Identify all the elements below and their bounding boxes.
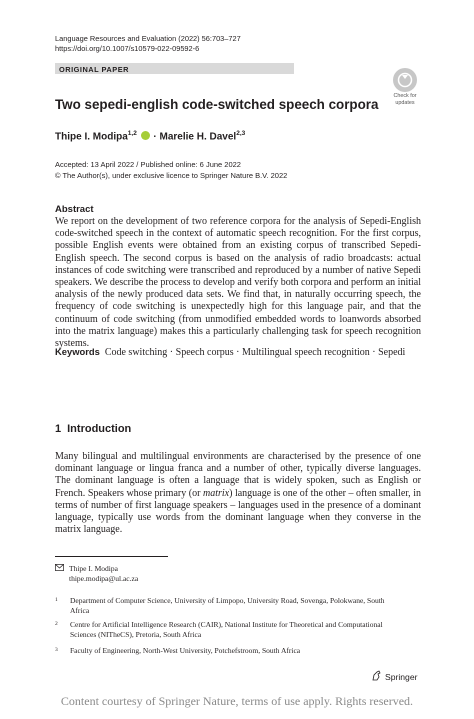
abstract-heading: Abstract — [55, 204, 94, 215]
doi-link[interactable]: https://doi.org/10.1007/s10579-022-09592-6 — [55, 44, 200, 53]
footnote-affiliation — [55, 596, 385, 616]
author-name[interactable]: Marelie H. Davel — [159, 131, 237, 143]
check-for-updates-badge[interactable] — [389, 68, 421, 106]
author-name[interactable]: Thipe I. Modipa — [55, 131, 128, 143]
author-affiliation-marks: 2,3 — [236, 130, 246, 137]
publication-dates — [55, 160, 395, 181]
author-separator: · — [150, 131, 160, 143]
courtesy-watermark: Content courtesy of Springer Nature, terms of use apply. Rights reserved. — [60, 694, 414, 708]
intro-paragraph — [55, 451, 421, 536]
section-heading — [55, 423, 131, 435]
intro-text-start: Many bilingual and multilingual environments are characterised by the presence of one dominant language or lingua franca and a number of other, typically diverse languages. The dominant language is often a language that is widely spoken, such as English or French. Speakers whose primary (or — [55, 451, 421, 499]
contact-name: Thipe I. Modipa — [69, 564, 118, 573]
abstract-text: We report on the development of two reference corpora for the analysis of Sepedi-English code-switched speech in the context of automatic speech recognition. For the first corpus, possible English events were obtained from an existing corpus of transcribed Sepedi-English speech. The second corpus is based on the analysis of radio broadcasts: actual instances of code switching were transcribed and reproduced by a number of native Sepedi speakers. We describe the process to develop and verify both corpora and perform an initial analysis of the newly produced data sets. We find that, in naturally occurring speech, the frequency of code switching is unexpectedly high for this language pair, and that the continuum of code switching (from unmodified embedded words to loanwords absorbed into the matrix language) makes this a particularly challenging task for speech recognition systems. — [55, 216, 421, 350]
footnote-mark: 2 — [55, 621, 58, 627]
footnote-divider — [55, 556, 168, 557]
paper-title: Two sepedi-english code-switched speech corpora — [55, 97, 379, 112]
check-updates-line2: updates — [395, 100, 415, 106]
publisher-name: Springer — [385, 671, 418, 682]
article-type-label: ORIGINAL PAPER — [59, 64, 129, 74]
footnote-mark: 3 — [55, 647, 58, 653]
footnote-affiliation — [55, 620, 385, 640]
journal-header — [55, 34, 355, 54]
corresponding-author — [55, 564, 138, 584]
section-title: Introduction — [67, 423, 132, 435]
copyright-line: © The Author(s), under exclusive licence to Springer Nature B.V. 2022 — [55, 170, 288, 180]
footnote-text: Centre for Artificial Intelligence Research (CAIR), National Institute for Theoretical and Computational Sciences (NITheCS), Pretoria, South Africa — [70, 620, 383, 639]
footnote-text: Faculty of Engineering, North-West University, Potchefstroom, South Africa — [70, 646, 301, 655]
article-type-band — [55, 63, 294, 74]
footnote-text: Department of Computer Science, University of Limpopo, University Road, Sovenga, Polokwane, South Africa — [70, 596, 385, 615]
keywords-label: Keywords — [55, 346, 100, 357]
keywords-block — [55, 346, 421, 359]
section-number: 1 — [55, 423, 62, 435]
check-updates-icon — [393, 68, 417, 92]
footnote-mark: 1 — [55, 597, 58, 603]
envelope-icon — [55, 564, 69, 574]
intro-text-rest: ) language is one of the other – often smaller, in terms of number of first language speakers – languages used in the presence of a dominant language, typically use words from the dominant language when they converse in the matrix language. — [55, 487, 422, 536]
author-list — [55, 130, 395, 142]
check-updates-line1: Check for — [393, 93, 417, 99]
springer-horse-icon — [371, 670, 382, 683]
author-affiliation-marks: 1,2 — [127, 130, 137, 137]
contact-email[interactable]: thipe.modipa@ul.ac.za — [69, 574, 139, 583]
publisher-logo — [371, 670, 417, 683]
orcid-icon[interactable] — [141, 131, 150, 140]
footnote-affiliation — [55, 646, 385, 656]
accepted-published-dates: Accepted: 13 April 2022 / Published online: 6 June 2022 — [55, 160, 241, 169]
intro-emphasis: matrix — [202, 487, 230, 499]
keywords-text: Code switching · Speech corpus · Multilingual speech recognition · Sepedi — [104, 347, 406, 358]
journal-citation: Language Resources and Evaluation (2022) 56:703–727 — [55, 34, 241, 43]
